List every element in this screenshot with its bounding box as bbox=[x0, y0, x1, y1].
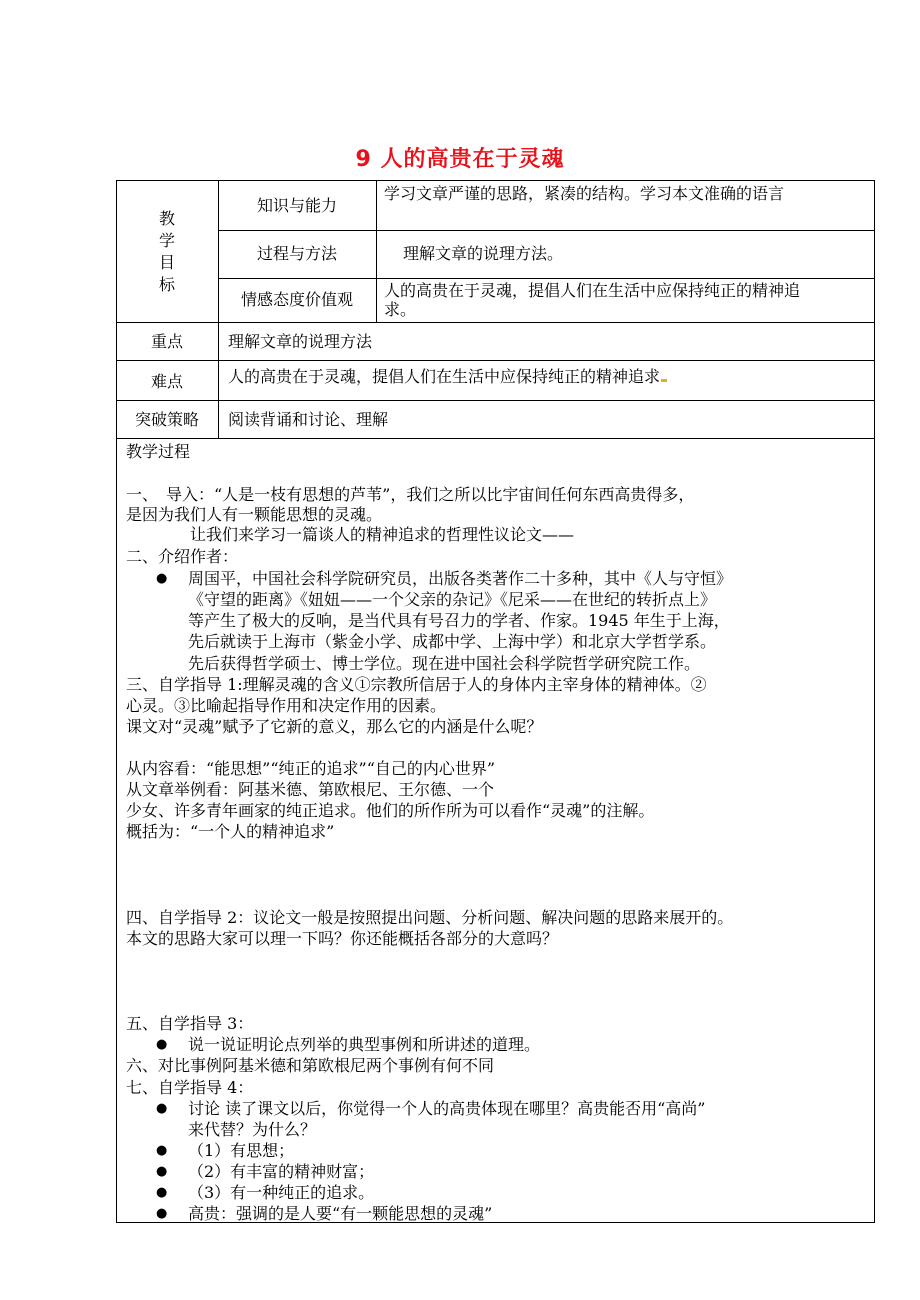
strategy-label: 突破策略 bbox=[134, 410, 199, 429]
section-6-line: 六、对比事例阿基米德和第欧根尼两个事例有何不同 bbox=[126, 1056, 495, 1075]
difficult-point-text: 人的高贵在于灵魂，提倡人们在生活中应保持纯正的精神追求 bbox=[228, 367, 661, 386]
divider bbox=[116, 322, 875, 323]
goals-label-char: 学 bbox=[158, 231, 175, 250]
goals-label-char: 目 bbox=[158, 253, 175, 272]
author-line: 等产生了极大的反响，是当代具有号召力的学者、作家。1945 年生于上海， bbox=[188, 611, 730, 630]
section-7-bullet-2: （1）有思想； bbox=[188, 1141, 295, 1160]
section-3-line-3: 课文对“灵魂”赋予了它新的意义，那么它的内涵是什么呢？ bbox=[126, 717, 543, 736]
section-7-bullet-4: （3）有一种纯正的追求。 bbox=[188, 1183, 375, 1202]
divider bbox=[376, 180, 377, 322]
section-4-line-1: 四、自学指导 2：议论文一般是按照提出问题、分析问题、解决问题的思路来展开的。 bbox=[126, 908, 734, 927]
strategy-content: 阅读背诵和讨论、理解 bbox=[228, 410, 389, 429]
goals-label bbox=[157, 208, 177, 296]
difficult-point-label: 难点 bbox=[150, 372, 183, 391]
bullet-icon: ● bbox=[156, 1206, 168, 1221]
goal-content-attitude-line1: 人的高贵在于灵魂，提倡人们在生活中应保持纯正的精神追 bbox=[384, 281, 801, 300]
highlight-mark bbox=[661, 379, 667, 382]
section-7-bullet-1-line-2: 来代替？为什么？ bbox=[188, 1120, 317, 1139]
section-3-line-2: 心灵。③比喻起指导作用和决定作用的因素。 bbox=[126, 696, 447, 715]
goal-label-attitude: 情感态度价值观 bbox=[240, 290, 353, 309]
section-1-line-1: 一、 导入：“人是一枝有思想的芦苇”，我们之所以比宇宙间任何东西高贵得多， bbox=[126, 485, 695, 504]
key-point-content: 理解文章的说理方法 bbox=[228, 332, 373, 351]
bullet-icon: ● bbox=[156, 571, 168, 586]
divider bbox=[116, 360, 875, 361]
section-4-line-2: 本文的思路大家可以理一下吗？你还能概括各部分的大意吗？ bbox=[126, 929, 559, 948]
divider bbox=[116, 438, 875, 439]
goal-content-process: 理解文章的说理方法。 bbox=[403, 244, 564, 263]
section-3-line-5: 从文章举例看：阿基米德、第欧根尼、王尔德、一个 bbox=[126, 780, 495, 799]
section-1-line-2: 是因为我们人有一颗能思想的灵魂。 bbox=[126, 505, 383, 524]
divider bbox=[218, 278, 875, 279]
section-3-line-1: 三、自学指导 1:理解灵魂的含义①宗教所信居于人的身体内主宰身体的精神体。② bbox=[126, 675, 707, 694]
section-2-heading: 二、介绍作者： bbox=[126, 547, 239, 566]
bullet-icon: ● bbox=[156, 1143, 168, 1158]
section-5-bullet: 说一说证明论点列举的典型事例和所讲述的道理。 bbox=[188, 1035, 541, 1054]
key-point-label: 重点 bbox=[150, 332, 183, 351]
section-3-line-7: 概括为：“一个人的精神追求” bbox=[126, 822, 335, 841]
author-line: 周国平，中国社会科学院研究员，出版各类著作二十多种，其中《人与守恒》 bbox=[188, 569, 733, 588]
goal-content-knowledge: 学习文章严谨的思路，紧凑的结构。学习本文准确的语言 bbox=[384, 184, 785, 203]
section-5-heading: 五、自学指导 3： bbox=[126, 1014, 254, 1033]
goal-label-knowledge: 知识与能力 bbox=[256, 196, 337, 215]
bullet-icon: ● bbox=[156, 1037, 168, 1052]
bullet-icon: ● bbox=[156, 1101, 168, 1116]
goals-label-char: 教 bbox=[158, 209, 175, 228]
divider bbox=[116, 400, 875, 401]
goals-label-char: 标 bbox=[158, 275, 175, 294]
process-heading: 教学过程 bbox=[126, 442, 191, 461]
bullet-icon: ● bbox=[156, 1185, 168, 1200]
section-3-line-4: 从内容看：“能思想”“纯正的追求”“自己的内心世界” bbox=[126, 759, 496, 778]
document-title: 9 人的高贵在于灵魂 bbox=[355, 147, 565, 172]
section-7-bullet-5: 高贵：强调的是人要“有一颗能思想的灵魂” bbox=[188, 1204, 493, 1223]
author-line: 先后获得哲学硕士、博士学位。现在进中国社会科学院哲学研究院工作。 bbox=[188, 654, 701, 673]
bullet-icon: ● bbox=[156, 1164, 168, 1179]
section-7-bullet-3: （2）有丰富的精神财富； bbox=[188, 1162, 375, 1181]
section-1-line-3: 让我们来学习一篇谈人的精神追求的哲理性议论文—— bbox=[190, 525, 575, 544]
section-7-bullet-1-line-1: 讨论 读了课文以后，你觉得一个人的高贵体现在哪里？高贵能否用“高尚” bbox=[188, 1099, 706, 1118]
author-line: 《守望的距离》《妞妞——一个父亲的杂记》《尼采——在世纪的转折点上》 bbox=[188, 590, 717, 609]
goal-label-process: 过程与方法 bbox=[256, 244, 337, 263]
divider bbox=[218, 230, 875, 231]
section-3-line-6: 少女、许多青年画家的纯正追求。他们的所作所为可以看作“灵魂”的注解。 bbox=[126, 801, 655, 820]
goal-content-attitude-line2: 求。 bbox=[384, 300, 417, 319]
difficult-point-content bbox=[228, 367, 667, 387]
author-line: 先后就读于上海市（紫金小学、成都中学、上海中学）和北京大学哲学系。 bbox=[188, 632, 717, 651]
section-7-heading: 七、自学指导 4： bbox=[126, 1078, 254, 1097]
